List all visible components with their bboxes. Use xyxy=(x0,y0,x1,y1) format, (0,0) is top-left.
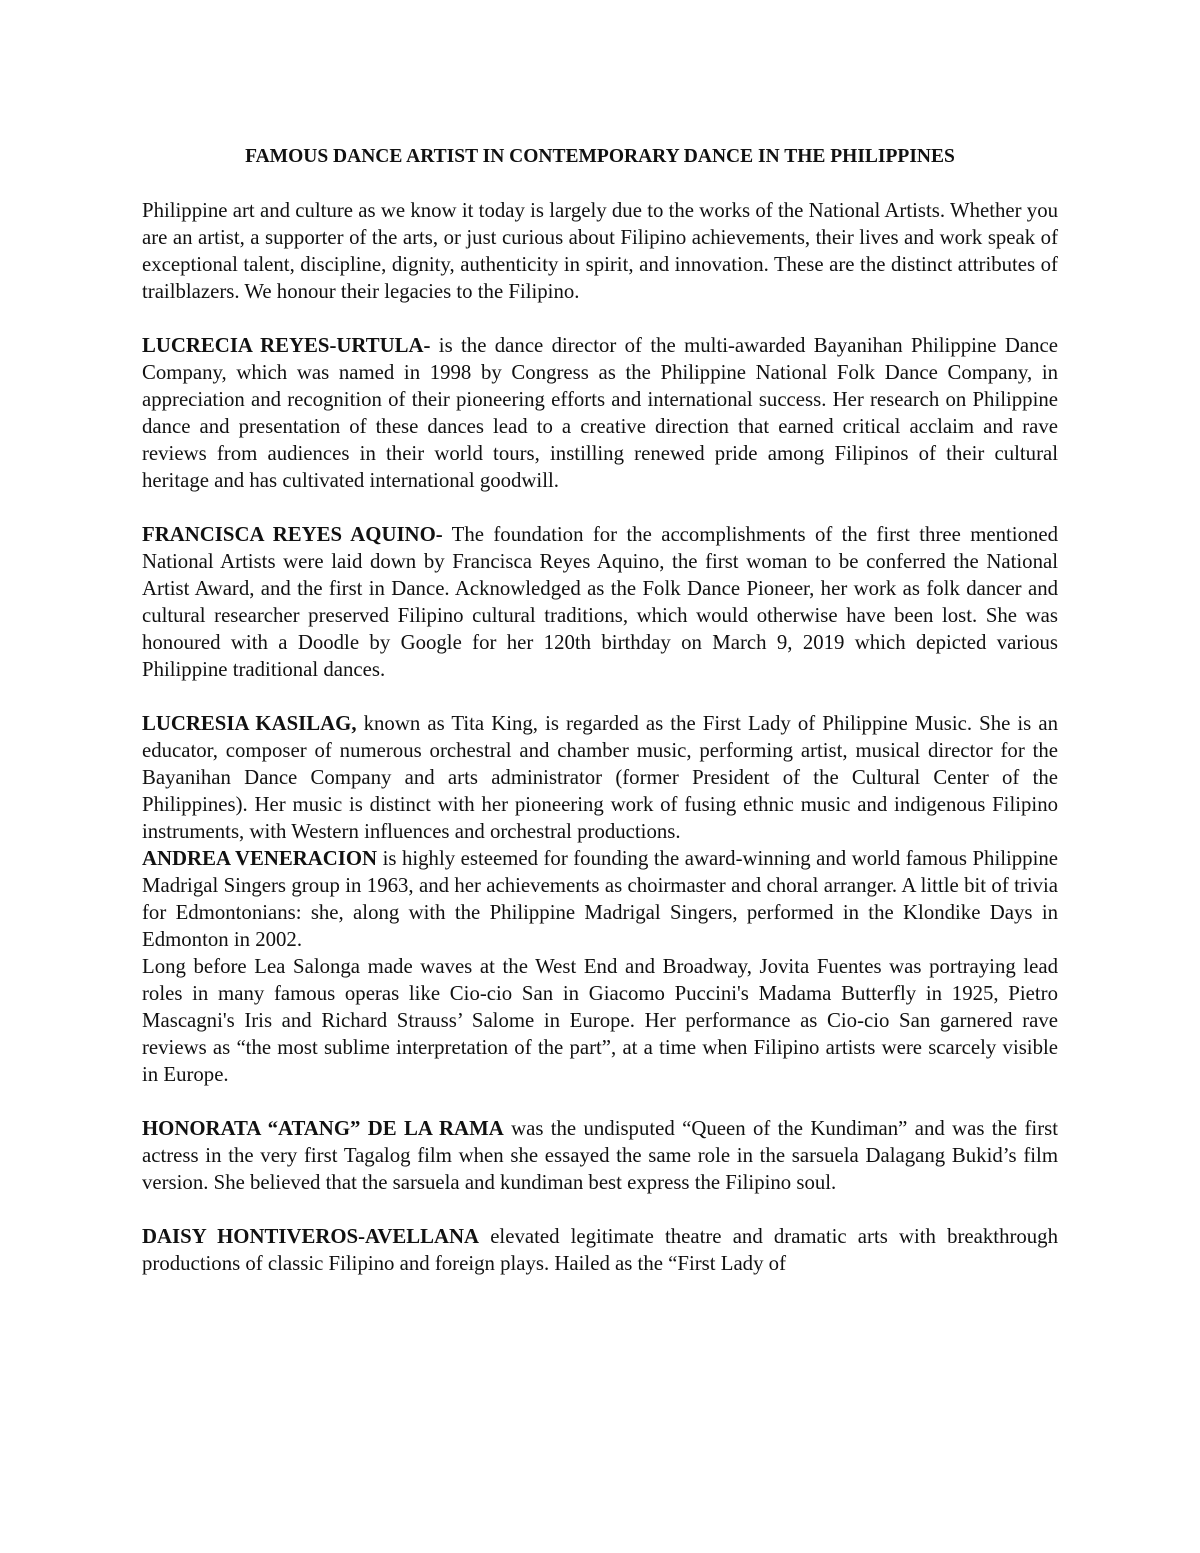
artist-name: HONORATA “ATANG” DE LA RAMA xyxy=(142,1117,504,1140)
artist-description: was the undisputed “Queen of the Kundiman” and was the first actress in the very first Tagalog film when she essayed the same role in the sarsuela Dalagang Bukid’s film version. She believed that the sarsuela and kundiman best express the Filipino soul. xyxy=(142,1117,1059,1194)
artist-description: known as Tita King, is regarded as the First Lady of Philippine Music. She is an educator, composer of numerous orchestral and chamber music, performing artist, musical director for the Bayanihan Dance Company and arts administrator (former President of the Cultural Center of the Philippines). Her music is distinct with her pioneering work of fusing ethnic music and indigenous Filipino instruments, with Western influences and orchestral productions. xyxy=(142,712,1058,843)
section-fuentes xyxy=(142,953,1058,1088)
artist-description: elevated legitimate theatre and dramatic arts with breakthrough productions of classic Filipino and foreign plays. Hailed as the “First Lady of xyxy=(142,1225,1058,1275)
section-reyes-urtula xyxy=(142,332,1058,494)
artist-name: ANDREA VENERACION xyxy=(142,847,378,870)
document-page xyxy=(142,143,1058,1277)
artist-name: FRANCISCA REYES AQUINO- xyxy=(142,523,443,546)
section-reyes-aquino xyxy=(142,521,1058,683)
section-hontiveros-avellana xyxy=(142,1223,1058,1277)
artist-name: LUCRECIA REYES-URTULA- xyxy=(142,334,431,357)
artist-description: is the dance director of the multi-awarded Bayanihan Philippine Dance Company, which was named in 1998 by Congress as the Philippine National Folk Dance Company, in appreciation and recognition of their pioneering efforts and international success. Her research on Philippine dance and presentation of these dances lead to a creative direction that earned critical acclaim and rave reviews from audiences in their world tours, instilling renewed pride among Filipinos of their cultural heritage and has cultivated international goodwill. xyxy=(142,334,1058,492)
artist-description: The foundation for the accomplishments of the first three mentioned National Artists were laid down by Francisca Reyes Aquino, the first woman to be conferred the National Artist Award, and the first in Dance. Acknowledged as the Folk Dance Pioneer, her work as folk dancer and cultural researcher preserved Filipino cultural traditions, which would otherwise have been lost. She was honoured with a Doodle by Google for her 120th birthday on March 9, 2019 which depicted various Philippine traditional dances. xyxy=(142,523,1058,681)
artist-description: is highly esteemed for founding the award-winning and world famous Philippine Madrigal Singers group in 1963, and her achievements as choirmaster and choral arranger. A little bit of trivia for Edmontonians: she, along with the Philippine Madrigal Singers, performed in the Klondike Days in Edmonton in 2002. xyxy=(142,847,1058,951)
artist-name: DAISY HONTIVEROS-AVELLANA xyxy=(142,1225,480,1248)
section-de-la-rama xyxy=(142,1115,1058,1196)
section-kasilag xyxy=(142,710,1058,845)
document-title: FAMOUS DANCE ARTIST IN CONTEMPORARY DANCE IN THE PHILIPPINES xyxy=(245,146,955,167)
intro-paragraph: Philippine art and culture as we know it today is largely due to the works of the National Artists. Whether you are an artist, a supporter of the arts, or just curious about Filipino achievements, their lives and work speak of exceptional talent, discipline, dignity, authenticity in spirit, and innovation. These are the distinct attributes of trailblazers. We honour their legacies to the Filipino. xyxy=(142,199,1058,303)
artist-description: Long before Lea Salonga made waves at the West End and Broadway, Jovita Fuentes was portraying lead roles in many famous operas like Cio-cio San in Giacomo Puccini's Madama Butterfly in 1925, Pietro Mascagni's Iris and Richard Strauss’ Salome in Europe. Her performance as Cio-cio San garnered rave reviews as “the most sublime interpretation of the part”, at a time when Filipino artists were scarcely visible in Europe. xyxy=(142,955,1058,1086)
artist-name: LUCRESIA KASILAG, xyxy=(142,712,357,735)
section-veneracion xyxy=(142,845,1058,953)
